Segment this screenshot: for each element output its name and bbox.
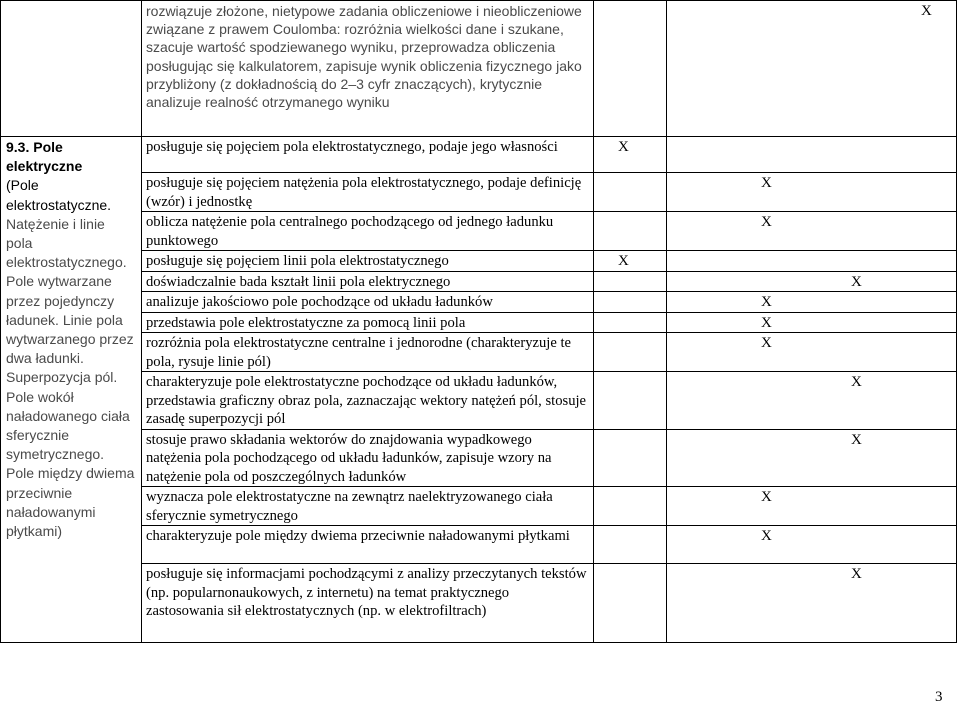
table-row [1, 333, 957, 372]
mark-cell [594, 312, 667, 333]
level-mark: X [761, 214, 772, 230]
level-mark: X [851, 566, 862, 582]
level-cell [667, 333, 957, 372]
level-cell [667, 173, 957, 212]
level-cell [667, 487, 957, 526]
table-row [1, 429, 957, 487]
table-row [1, 292, 957, 313]
mark-cell [594, 333, 667, 372]
level-mark: X [851, 374, 862, 390]
basic-mark: X [618, 139, 629, 155]
level-mark: X [851, 273, 862, 290]
table-row [1, 137, 957, 173]
level-cell [667, 292, 957, 313]
table-row [1, 1, 957, 137]
table-row [1, 251, 957, 272]
topic-subtitle: (Pole elektrostatyczne. [6, 177, 112, 213]
mark-cell [594, 173, 667, 212]
level-mark: X [761, 335, 772, 351]
mark-cell [594, 526, 667, 564]
requirement-text: posługuje się informacjami pochodzącymi z analizy przeczytanych tekstów (np. popularnonaukowych, z internetu) na temat praktycznego zastosowania sił elektrostatycznych (np. w elektrofiltrach) [142, 564, 594, 643]
level-mark: X [761, 175, 772, 191]
requirement-text: oblicza natężenie pola centralnego pochodzącego od jednego ładunku punktowego [142, 212, 594, 251]
requirement-text: przedstawia pole elektrostatyczne za pomocą linii pola [142, 312, 594, 333]
mark-cell [594, 292, 667, 313]
level-mark: X [761, 489, 772, 505]
table-row [1, 487, 957, 526]
mark-cell [594, 564, 667, 643]
page-number: 3 [935, 689, 943, 705]
requirement-text: doświadczalnie bada kształt linii pola elektrycznego [142, 271, 594, 292]
table-row [1, 312, 957, 333]
table-row [1, 173, 957, 212]
level-mark: X [851, 431, 862, 448]
mark-cell [594, 251, 667, 272]
topic-cell [1, 137, 142, 643]
mark-cell [594, 1, 667, 137]
level-cell [667, 564, 957, 643]
basic-mark: X [618, 253, 629, 269]
table-row [1, 212, 957, 251]
mark-cell [594, 271, 667, 292]
requirement-text: rozróżnia pola elektrostatyczne centralne i jednorodne (charakteryzuje te pola, rysuje linie pól) [142, 333, 594, 372]
level-cell [667, 372, 957, 430]
level-cell [667, 271, 957, 292]
level-cell [667, 312, 957, 333]
level-mark: X [761, 314, 772, 331]
requirement-text: charakteryzuje pole między dwiema przeciwnie naładowanymi płytkami [142, 526, 594, 564]
mark-cell [594, 372, 667, 430]
level-cell [667, 526, 957, 564]
requirement-text: posługuje się pojęciem linii pola elektrostatycznego [142, 251, 594, 272]
level-cell [667, 429, 957, 487]
mark-cell [594, 487, 667, 526]
level-cell [667, 137, 957, 173]
requirement-text: analizuje jakościowo pole pochodzące od układu ładunków [142, 292, 594, 313]
topic-title: 9.3. Pole elektryczne [6, 139, 83, 175]
level-mark: X [761, 294, 772, 310]
mark-cell [594, 212, 667, 251]
requirement-text: wyznacza pole elektrostatyczne na zewnątrz naelektryzowanego ciała sferycznie symetrycznego [142, 487, 594, 526]
requirement-text: posługuje się pojęciem natężenia pola elektrostatycznego, podaje definicję (wzór) i jednostkę [142, 173, 594, 212]
level-cell [667, 1, 957, 137]
requirement-text: stosuje prawo składania wektorów do znajdowania wypadkowego natężenia pola pochodzącego od układu ładunków, zapisuje wzory na natężenie pola od poszczególnych ładunków [142, 429, 594, 487]
requirement-text: rozwiązuje złożone, nietypowe zadania obliczeniowe i nieobliczeniowe związane z prawem Coulomba: rozróżnia wielkości dane i szukane, szacuje wartość spodziewanego wyniku, przeprowadza obliczenia posługując się kalkulatorem, zapisuje wynik obliczenia fizycznego jako przybliżony (z dokładnością do 2–3 cyfr znaczących), krytycznie analizuje realność otrzymanego wyniku [142, 1, 594, 137]
table-row [1, 271, 957, 292]
mark-cell [594, 429, 667, 487]
topic-description: Natężenie i linie pola elektrostatycznego. Pole wytwarzane przez pojedynczy ładunek. Linie pola wytwarzanego przez dwa ładunki. Superpozycja pól. Pole wokół naładowanego ciała sferycznie symetrycznego. Pole między dwiema przeciwnie naładowanymi płytkami) [6, 215, 135, 540]
level-cell [667, 251, 957, 272]
topic-empty-cell [1, 1, 142, 137]
level-mark: X [921, 3, 932, 19]
table-row [1, 526, 957, 564]
level-mark: X [761, 528, 772, 544]
level-cell [667, 212, 957, 251]
table-row [1, 372, 957, 430]
requirement-text: charakteryzuje pole elektrostatyczne pochodzące od układu ładunków, przedstawia graficzny obraz pola, zaznaczając wektory natężeń pól, stosuje zasadę superpozycji pól [142, 372, 594, 430]
table-row [1, 564, 957, 643]
requirement-text: posługuje się pojęciem pola elektrostatycznego, podaje jego własności [142, 137, 594, 173]
mark-cell [594, 137, 667, 173]
